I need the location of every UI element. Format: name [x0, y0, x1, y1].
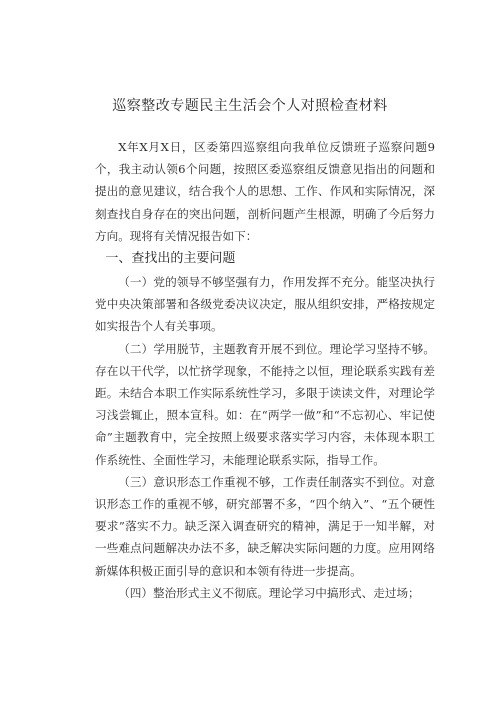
document-body: [95, 130, 435, 604]
intro-paragraph: X年X月X日，区委第四巡察组向我单位反馈班子巡察问题9个，我主动认领6个问题，按照区委巡察组反馈意见指出的问题和提出的意见建议，结合我个人的思想、工作、作风和实际情况，深刻查找自身存在的突出问题，剖析问题产生根源，明确了今后努力方向。现将有关情况报告如下：: [95, 140, 435, 243]
problem-item-4: （四）整治形式主义不彻底。理论学习中搞形式、走过场；: [118, 585, 420, 600]
problem-item-3: （三）意识形态工作重视不够，工作责任制落实不到位。对意识形态工作的重视不够，研究部署不多，“四个纳入”、“五个硬性要求”落实不力。缺乏深入调查研究的精神，满足于一知半解，对一些难点问题解决办法不多，缺乏解决实际问题的力度。应用网络新媒体积极正面引导的意识和本领有待进一步提高。: [95, 474, 435, 578]
section-heading: 一、查找出的主要问题: [105, 251, 236, 267]
problem-item-1: （一）党的领导不够坚强有力，作用发挥不充分。能坚决执行党中央决策部署和各级党委决议决定，服从组织安排，严格按规定如实报告个人有关事项。: [95, 275, 435, 334]
document-title: 巡察整改专题民主生活会个人对照检查材料: [112, 98, 388, 114]
problem-item-2: （二）学用脱节，主题教育开展不到位。理论学习坚持不够。存在以干代学，以忙挤学现象，不能持之以恒，理论联系实践有差距。未结合本职工作实际系统性学习，多限于读读文件，对理论学习浅尝辄止，照本宣科。如：在“两学一做”和“不忘初心、牢记使命”主题教育中，完全按照上级要求落实学习内容，未体现本职工作系统性、全面性学习，未能理论联系实际，指导工作。: [95, 341, 435, 467]
